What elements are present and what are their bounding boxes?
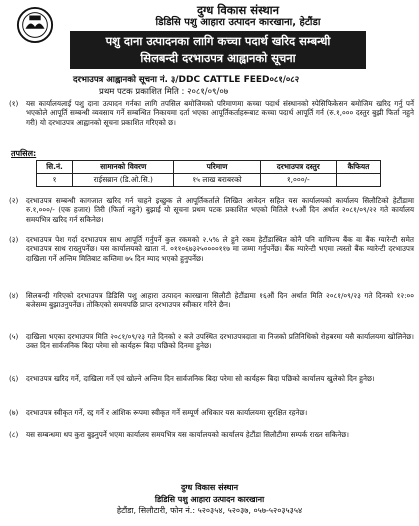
publish-date: प्रथम पटक प्रकाशित मिति : २०८१/०९/०७ [99,87,229,97]
ddc-logo-icon [16,6,54,44]
table-header: कैफियत [336,161,380,174]
notice-number: दरभाउपत्र आह्वानको सूचना नं. ३/DDC CATTLE FEED०८१/०८२ [73,75,300,85]
table-header-row [37,161,381,174]
paragraph-1: (१) यस कार्यालयलाई पशु दाना उत्पादन गर्नका लागि तपसिल बमोजिमको परिमाणमा कच्चा पदार्थ संस्थानको स्पेसिफिकेसन बमोजिम खरिद गर्नु पर्ने भएकोले आपूर्ति सम्बन्धी व्यवसाय गर्ने सम्बन्धित निकायमा दर्ता भएका आपूर्तिकर्ताहरूबाट कच्चा पदार्थ आपूर्ति गर्न (रु.१,००० दस्तुर बुझी फिर्ता नहुने गरी) यो दरभाउपत्र आह्वानको सूचना प्रकाशित गरिएको छ। [9,99,414,127]
items-table [36,160,381,187]
table-header: सि.नं. [37,161,73,174]
paragraph-2: (२) दरभाउपत्र सम्बन्धी कागजात खरिद गर्न चाहने इच्छुक ले आपूर्तिकर्ताले लिखित आवेदन सहित यस कार्यालयको कार्यालय सिलौटिको हेटौंडामा रु.१,०००/- (एक हजार) तिरी (फिर्ता नहुने) बुझाई यो सूचना प्रथम पटक प्रकाशित भएको मितिले १५औं दिन अर्थात २०८१/०९/२२ गते कार्यालय समयभित्र खरिद गर्न सकिनेछ। [9,196,414,224]
table-header: परिमाण [174,161,260,174]
notice-title-line2: सिलबन्दी दरभाउपत्र आह्वानको सूचना [140,51,296,65]
paragraph-6: (६) दरभाउपत्र खरिद गर्ने, दाखिला गर्ने एवं खोल्ने अन्तिम दिन सार्वजनिक बिदा परेमा सो कार्यहरू बिदा पछिको कार्यालय खुलेको दिन हुनेछ। [9,374,375,383]
table-row [37,174,381,187]
paragraph-5: (५) दाखिला भएका दरभाउपत्र मिति २०८१/०९/२३ गते दिनको २ बजे उपस्थित दरभाउपत्रदाता वा निजको प्रतिनिधिको रोहबरमा यसै कार्यालयमा खोलिनेछ। उक्त दिन सार्वजनिक बिदा परेमा सो कार्यहरू बिदा पछिको दिनमा हुनेछ। [9,332,414,351]
table-header: दरभाउपत्र दस्तुर [260,161,336,174]
notice-title-box [70,31,366,69]
table-cell [336,174,380,187]
table-cell: राईसब्रान (डि.ओ.सि.) [73,174,174,187]
table-header: सामानको विवरण [73,161,174,174]
paragraph-7: (७) दरभाउपत्र स्वीकृत गर्ने, रद्द गर्ने र आंशिक रूपमा स्वीकृत गर्ने सम्पूर्ण अधिकार यस कार्यालयमा सुरक्षित रहनेछ। [9,408,308,417]
table-label: तपसिल: [11,149,37,158]
notice [3,2,416,524]
table-cell: १,०००/- [260,174,336,187]
paragraph-8: (८) यस सम्बन्धमा थप कुरा बुझ्नुपर्ने भएमा कार्यालय समयभित्र यस कार्यालयको कार्यालय हेटौंडा सिलौटीमा सम्पर्क राख्न सकिनेछ। [9,430,349,439]
table-cell: १५ लाख बराबरको [174,174,260,187]
sub-organization: डिडिसि पशु आहारा उत्पादन कारखाना, हेटौंडा [155,17,321,28]
paragraph-3: (३) दरभाउपत्र पेश गर्दा दरभाउपत्र साथ आपूर्ति गर्नुपर्ने कुल रकमको २.५% ले हुने रकम हेटौंडास्थित कोनै पनि वाणिज्य बैंक वा बैंक ग्यारेन्टी समेत दरभाउपत्र साथ राख्नुपर्नेछ। यस कार्यालयको खाता नं. ०११०६७३२५००००११७ मा जम्मा गर्नुपर्नेछ। बैंक ग्यारेन्टी भएमा त्यस्तो बैंक ग्यारेन्टी दरभाउपत्र दाखिला गर्ने अन्तिम मितिबाट कम्तिमा ७५ दिन म्याद भएको हुनुपर्नेछ। [9,235,414,263]
table-cell: १ [37,174,73,187]
organization-name: दुग्ध विकास संस्थान [196,3,280,17]
paragraph-4: (४) सिलबन्दी गरिएको दरभाउपत्र डिडिसि पशु आहारा उत्पादन कारखाना सिलौटी हेटौंडामा १६औं दिन अर्थात मिति २०८१/०९/२३ गते दिनको १२:०० बजेसम्म बुझाउनुपर्नेछ। तोकिएको समयपछि प्राप्त दरभाउपत्र स्वीकार गरिने छैन। [9,291,414,310]
footer-org: दुग्ध विकास संस्थान [180,483,239,492]
notice-title-line1: पशु दाना उत्पादनका लागि कच्चा पदार्थ खरिद सम्बन्धी [105,34,331,48]
footer-sub-org: डिडिसि पशु आहारा उत्पादन कारखाना [154,495,265,504]
footer-contact: हेटौंडा, सिलौटारी, फोन नं.: ५२०३५४, ५२०३७, ०५७-५२०३५३५४ [116,506,303,515]
